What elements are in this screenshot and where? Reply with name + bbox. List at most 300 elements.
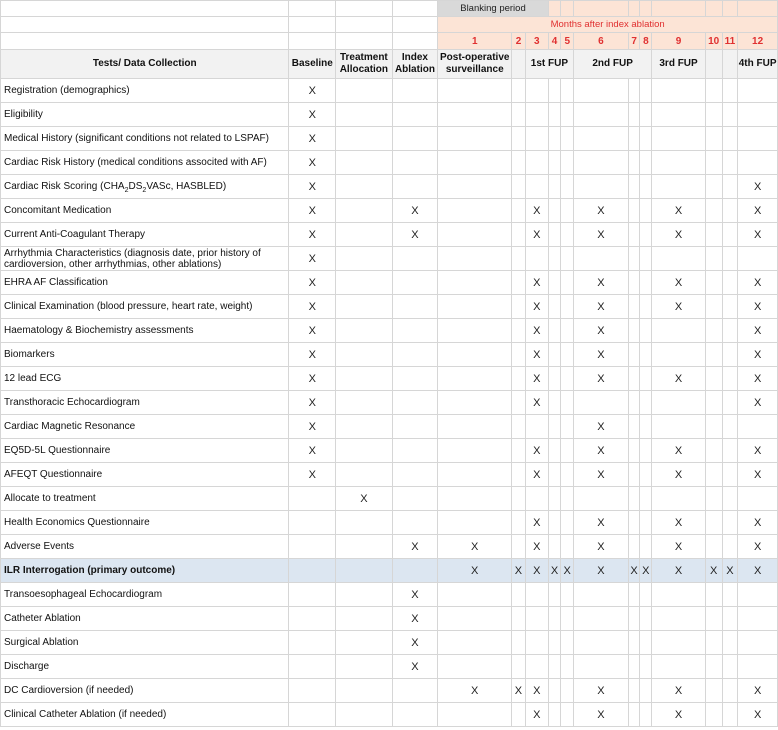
- cell-m8: [640, 295, 652, 319]
- cell-m4: [548, 439, 561, 463]
- cell-m5: [561, 535, 574, 559]
- cell-treatment: [336, 223, 392, 247]
- row-label: Cardiac Magnetic Resonance: [1, 415, 289, 439]
- cell-m6: [574, 103, 629, 127]
- cell-m7: [628, 439, 640, 463]
- month-7: 7: [628, 33, 640, 50]
- cell-ablation: [392, 319, 438, 343]
- cell-m2: X: [512, 679, 526, 703]
- cell-treatment: [336, 343, 392, 367]
- cell-ablation: [392, 439, 438, 463]
- month-4: 4: [548, 33, 561, 50]
- cell-m8: [640, 655, 652, 679]
- cell-m6: [574, 247, 629, 271]
- cell-ablation: [392, 487, 438, 511]
- cell-m6: [574, 607, 629, 631]
- cell-m6: [574, 151, 629, 175]
- cell-baseline: [289, 559, 336, 583]
- cell-m3: X: [525, 439, 548, 463]
- cell-m2: [512, 319, 526, 343]
- cell-m1: [438, 631, 512, 655]
- cell-m12: X: [738, 175, 778, 199]
- column-header-row: [1, 50, 778, 79]
- cell-m6: X: [574, 439, 629, 463]
- cell-treatment: [336, 559, 392, 583]
- cell-m6: [574, 391, 629, 415]
- cell-ablation: [392, 127, 438, 151]
- cell-m2: [512, 607, 526, 631]
- cell-ablation: X: [392, 199, 438, 223]
- cell-m6: [574, 175, 629, 199]
- cell-m1: [438, 367, 512, 391]
- cell-m2: [512, 199, 526, 223]
- cell-m8: [640, 535, 652, 559]
- cell-m8: [640, 103, 652, 127]
- cell-m8: [640, 415, 652, 439]
- cell-m9: X: [652, 199, 706, 223]
- table-row: [1, 511, 778, 535]
- cell-m1: [438, 79, 512, 103]
- cell-ablation: [392, 679, 438, 703]
- cell-baseline: X: [289, 175, 336, 199]
- cell-m7: [628, 391, 640, 415]
- cell-m2: [512, 103, 526, 127]
- cell-m6: [574, 631, 629, 655]
- cell-baseline: X: [289, 463, 336, 487]
- cell-m2: [512, 127, 526, 151]
- cell-m8: [640, 367, 652, 391]
- cell-baseline: X: [289, 247, 336, 271]
- cell-m1: [438, 415, 512, 439]
- cell-m12: [738, 79, 778, 103]
- cell-m10: [705, 343, 722, 367]
- cell-m6: X: [574, 271, 629, 295]
- cell-m5: [561, 679, 574, 703]
- cell-m2: [512, 487, 526, 511]
- cell-m9: [652, 631, 706, 655]
- cell-baseline: [289, 655, 336, 679]
- cell-ablation: [392, 511, 438, 535]
- cell-m3: [525, 247, 548, 271]
- cell-treatment: [336, 127, 392, 151]
- cell-m12: X: [738, 511, 778, 535]
- cell-m9: [652, 415, 706, 439]
- row-label: Allocate to treatment: [1, 487, 289, 511]
- cell-m2: [512, 511, 526, 535]
- col-header-treatment-allocation: Treatment Allocation: [336, 50, 392, 79]
- cell-m10: [705, 199, 722, 223]
- cell-m4: [548, 367, 561, 391]
- cell-treatment: [336, 583, 392, 607]
- cell-m9: X: [652, 535, 706, 559]
- cell-treatment: [336, 79, 392, 103]
- cell-treatment: [336, 535, 392, 559]
- cell-m2: [512, 439, 526, 463]
- cell-m4: [548, 103, 561, 127]
- cell-m7: X: [628, 559, 640, 583]
- table-row: [1, 487, 778, 511]
- cell-m2: [512, 247, 526, 271]
- cell-m5: [561, 175, 574, 199]
- cell-m4: X: [548, 559, 561, 583]
- cell-m4: [548, 295, 561, 319]
- table-row: [1, 223, 778, 247]
- cell-m9: X: [652, 511, 706, 535]
- cell-m11: [722, 367, 738, 391]
- row-label: Surgical Ablation: [1, 631, 289, 655]
- cell-m3: [525, 79, 548, 103]
- cell-ablation: [392, 79, 438, 103]
- cell-m11: X: [722, 559, 738, 583]
- cell-baseline: X: [289, 199, 336, 223]
- cell-treatment: [336, 295, 392, 319]
- cell-m2: [512, 583, 526, 607]
- cell-m10: [705, 319, 722, 343]
- cell-m8: [640, 487, 652, 511]
- col-header-2nd-fup: 2nd FUP: [574, 50, 652, 79]
- row-label: Arrhythmia Characteristics (diagnosis date, prior history of cardioversion, other arrhythmias, other ablations): [1, 247, 289, 271]
- cell-m4: [548, 247, 561, 271]
- col-header-3rd-fup: 3rd FUP: [652, 50, 706, 79]
- cell-m4: [548, 223, 561, 247]
- cell-m4: [548, 79, 561, 103]
- cell-m10: [705, 79, 722, 103]
- cell-m1: [438, 295, 512, 319]
- cell-m4: [548, 535, 561, 559]
- cell-m4: [548, 583, 561, 607]
- cell-m12: X: [738, 223, 778, 247]
- cell-m2: [512, 703, 526, 727]
- cell-baseline: [289, 511, 336, 535]
- row-label: Clinical Examination (blood pressure, heart rate, weight): [1, 295, 289, 319]
- col-header-4th-fup: 4th FUP: [738, 50, 778, 79]
- cell-m10: [705, 463, 722, 487]
- cell-m7: [628, 655, 640, 679]
- cell-ablation: [392, 103, 438, 127]
- table-row: [1, 319, 778, 343]
- cell-m4: [548, 679, 561, 703]
- cell-m11: [722, 679, 738, 703]
- table-row: [1, 439, 778, 463]
- cell-m7: [628, 295, 640, 319]
- cell-m2: [512, 631, 526, 655]
- cell-m10: [705, 271, 722, 295]
- cell-m9: [652, 103, 706, 127]
- cell-m9: [652, 151, 706, 175]
- table-row: [1, 175, 778, 199]
- cell-m2: X: [512, 559, 526, 583]
- cell-m1: [438, 271, 512, 295]
- cell-m8: [640, 199, 652, 223]
- cell-treatment: [336, 703, 392, 727]
- cell-m5: [561, 151, 574, 175]
- row-label: Adverse Events: [1, 535, 289, 559]
- cell-m8: [640, 151, 652, 175]
- cell-m8: [640, 319, 652, 343]
- row-label: Concomitant Medication: [1, 199, 289, 223]
- cell-m5: [561, 343, 574, 367]
- cell-treatment: [336, 247, 392, 271]
- cell-m5: [561, 487, 574, 511]
- cell-m3: [525, 631, 548, 655]
- cell-m11: [722, 223, 738, 247]
- cell-m10: [705, 439, 722, 463]
- cell-m9: X: [652, 367, 706, 391]
- cell-m10: [705, 535, 722, 559]
- cell-m11: [722, 343, 738, 367]
- cell-treatment: [336, 199, 392, 223]
- cell-m2: [512, 463, 526, 487]
- cell-m11: [722, 583, 738, 607]
- cell-m12: X: [738, 367, 778, 391]
- cell-m11: [722, 463, 738, 487]
- cell-treatment: [336, 631, 392, 655]
- cell-m4: [548, 319, 561, 343]
- cell-m3: [525, 151, 548, 175]
- cell-m3: X: [525, 679, 548, 703]
- cell-m10: [705, 415, 722, 439]
- cell-treatment: [336, 607, 392, 631]
- table-row: [1, 679, 778, 703]
- cell-m3: [525, 583, 548, 607]
- cell-m6: [574, 127, 629, 151]
- cell-m10: X: [705, 559, 722, 583]
- cell-m12: [738, 631, 778, 655]
- cell-m1: [438, 319, 512, 343]
- cell-ablation: [392, 559, 438, 583]
- cell-m12: X: [738, 271, 778, 295]
- cell-m6: X: [574, 511, 629, 535]
- cell-m2: [512, 79, 526, 103]
- cell-m10: [705, 391, 722, 415]
- cell-baseline: X: [289, 367, 336, 391]
- table-row: [1, 463, 778, 487]
- cell-m11: [722, 319, 738, 343]
- cell-m7: [628, 343, 640, 367]
- cell-m12: [738, 247, 778, 271]
- cell-m5: [561, 271, 574, 295]
- month-2: 2: [512, 33, 526, 50]
- cell-m6: X: [574, 559, 629, 583]
- row-label: 12 lead ECG: [1, 367, 289, 391]
- cell-m3: [525, 487, 548, 511]
- cell-m8: [640, 79, 652, 103]
- cell-treatment: [336, 319, 392, 343]
- cell-m12: [738, 127, 778, 151]
- cell-m10: [705, 511, 722, 535]
- row-label: Transthoracic Echocardiogram: [1, 391, 289, 415]
- cell-m2: [512, 343, 526, 367]
- cell-m11: [722, 439, 738, 463]
- cell-treatment: [336, 511, 392, 535]
- cell-m5: [561, 367, 574, 391]
- cell-m2: [512, 415, 526, 439]
- cell-m11: [722, 175, 738, 199]
- cell-baseline: X: [289, 439, 336, 463]
- cell-m11: [722, 247, 738, 271]
- cell-m12: [738, 583, 778, 607]
- cell-m9: [652, 79, 706, 103]
- cell-m9: X: [652, 679, 706, 703]
- table-row: [1, 607, 778, 631]
- cell-m3: X: [525, 367, 548, 391]
- cell-baseline: X: [289, 343, 336, 367]
- cell-m8: [640, 583, 652, 607]
- cell-m12: [738, 607, 778, 631]
- cell-treatment: [336, 463, 392, 487]
- cell-m1: [438, 199, 512, 223]
- cell-treatment: [336, 367, 392, 391]
- cell-m5: [561, 295, 574, 319]
- cell-m11: [722, 151, 738, 175]
- cell-ablation: X: [392, 631, 438, 655]
- cell-m7: [628, 127, 640, 151]
- cell-m10: [705, 151, 722, 175]
- cell-m12: [738, 487, 778, 511]
- cell-m6: X: [574, 199, 629, 223]
- row-label: Eligibility: [1, 103, 289, 127]
- cell-m4: [548, 631, 561, 655]
- cell-m1: [438, 247, 512, 271]
- col-header-tests: Tests/ Data Collection: [1, 50, 289, 79]
- row-label: Cardiac Risk Scoring ($CHA_2DS_2VASc$, HASBLED): [1, 175, 289, 199]
- cell-m3: X: [525, 343, 548, 367]
- cell-m8: [640, 511, 652, 535]
- cell-m3: [525, 103, 548, 127]
- cell-m9: [652, 487, 706, 511]
- month-6: 6: [574, 33, 629, 50]
- cell-m10: [705, 487, 722, 511]
- row-label: Discharge: [1, 655, 289, 679]
- cell-m5: [561, 439, 574, 463]
- cell-baseline: X: [289, 319, 336, 343]
- cell-treatment: [336, 175, 392, 199]
- cell-m1: [438, 151, 512, 175]
- month-12: 12: [738, 33, 778, 50]
- cell-m10: [705, 583, 722, 607]
- cell-m12: X: [738, 463, 778, 487]
- cell-m10: [705, 175, 722, 199]
- cell-m1: [438, 391, 512, 415]
- cell-m10: [705, 103, 722, 127]
- cell-m9: X: [652, 223, 706, 247]
- row-label: Health Economics Questionnaire: [1, 511, 289, 535]
- cell-m8: X: [640, 559, 652, 583]
- row-label: Current Anti-Coagulant Therapy: [1, 223, 289, 247]
- col-header-1st-fup: 1st FUP: [525, 50, 573, 79]
- row-label: Biomarkers: [1, 343, 289, 367]
- cell-m5: [561, 463, 574, 487]
- row-label: EHRA AF Classification: [1, 271, 289, 295]
- cell-m1: X: [438, 559, 512, 583]
- cell-m3: [525, 415, 548, 439]
- cell-m9: [652, 583, 706, 607]
- cell-m6: X: [574, 535, 629, 559]
- table-row: [1, 655, 778, 679]
- cell-m8: [640, 607, 652, 631]
- cell-m6: X: [574, 223, 629, 247]
- cell-m3: X: [525, 391, 548, 415]
- cell-m9: [652, 391, 706, 415]
- cell-m12: [738, 103, 778, 127]
- cell-ablation: X: [392, 583, 438, 607]
- month-3: 3: [525, 33, 548, 50]
- cell-m2: [512, 367, 526, 391]
- cell-baseline: X: [289, 151, 336, 175]
- cell-m5: [561, 655, 574, 679]
- cell-m4: [548, 487, 561, 511]
- cell-m4: [548, 463, 561, 487]
- cell-m9: [652, 343, 706, 367]
- cell-m9: X: [652, 295, 706, 319]
- cell-m8: [640, 703, 652, 727]
- cell-m8: [640, 439, 652, 463]
- cell-treatment: [336, 391, 392, 415]
- cell-m12: X: [738, 319, 778, 343]
- cell-m7: [628, 535, 640, 559]
- cell-m7: [628, 79, 640, 103]
- cell-m10: [705, 655, 722, 679]
- row-label: Medical History (significant conditions not related to LSPAF): [1, 127, 289, 151]
- months-caption-row: [1, 17, 778, 33]
- cell-m3: X: [525, 295, 548, 319]
- cell-m1: [438, 343, 512, 367]
- table-row: [1, 247, 778, 271]
- cell-ablation: [392, 703, 438, 727]
- cell-m9: X: [652, 439, 706, 463]
- cell-baseline: [289, 583, 336, 607]
- cell-m7: [628, 679, 640, 703]
- cell-m1: [438, 175, 512, 199]
- row-label: DC Cardioversion (if needed): [1, 679, 289, 703]
- cell-m5: [561, 103, 574, 127]
- cell-ablation: [392, 391, 438, 415]
- cell-m7: [628, 415, 640, 439]
- cell-m4: [548, 175, 561, 199]
- cell-m1: [438, 103, 512, 127]
- cell-ablation: X: [392, 535, 438, 559]
- cell-m11: [722, 199, 738, 223]
- cell-ablation: X: [392, 607, 438, 631]
- blanking-period-label: Blanking period: [438, 1, 548, 17]
- cell-m11: [722, 655, 738, 679]
- month-9: 9: [652, 33, 706, 50]
- cell-m12: X: [738, 703, 778, 727]
- cell-m4: [548, 127, 561, 151]
- cell-ablation: X: [392, 223, 438, 247]
- cell-m12: X: [738, 391, 778, 415]
- cell-ablation: [392, 343, 438, 367]
- table-row: [1, 271, 778, 295]
- cell-treatment: [336, 439, 392, 463]
- cell-m6: X: [574, 463, 629, 487]
- cell-treatment: [336, 655, 392, 679]
- row-label: AFEQT Questionnaire: [1, 463, 289, 487]
- cell-m3: [525, 127, 548, 151]
- cell-m9: [652, 655, 706, 679]
- cell-m12: X: [738, 343, 778, 367]
- cell-m8: [640, 679, 652, 703]
- cell-m6: [574, 79, 629, 103]
- cell-m4: [548, 511, 561, 535]
- cell-m11: [722, 535, 738, 559]
- cell-m4: [548, 703, 561, 727]
- cell-m11: [722, 391, 738, 415]
- cell-m7: [628, 103, 640, 127]
- cell-m4: [548, 343, 561, 367]
- cell-m10: [705, 679, 722, 703]
- month-number-row: [1, 33, 778, 50]
